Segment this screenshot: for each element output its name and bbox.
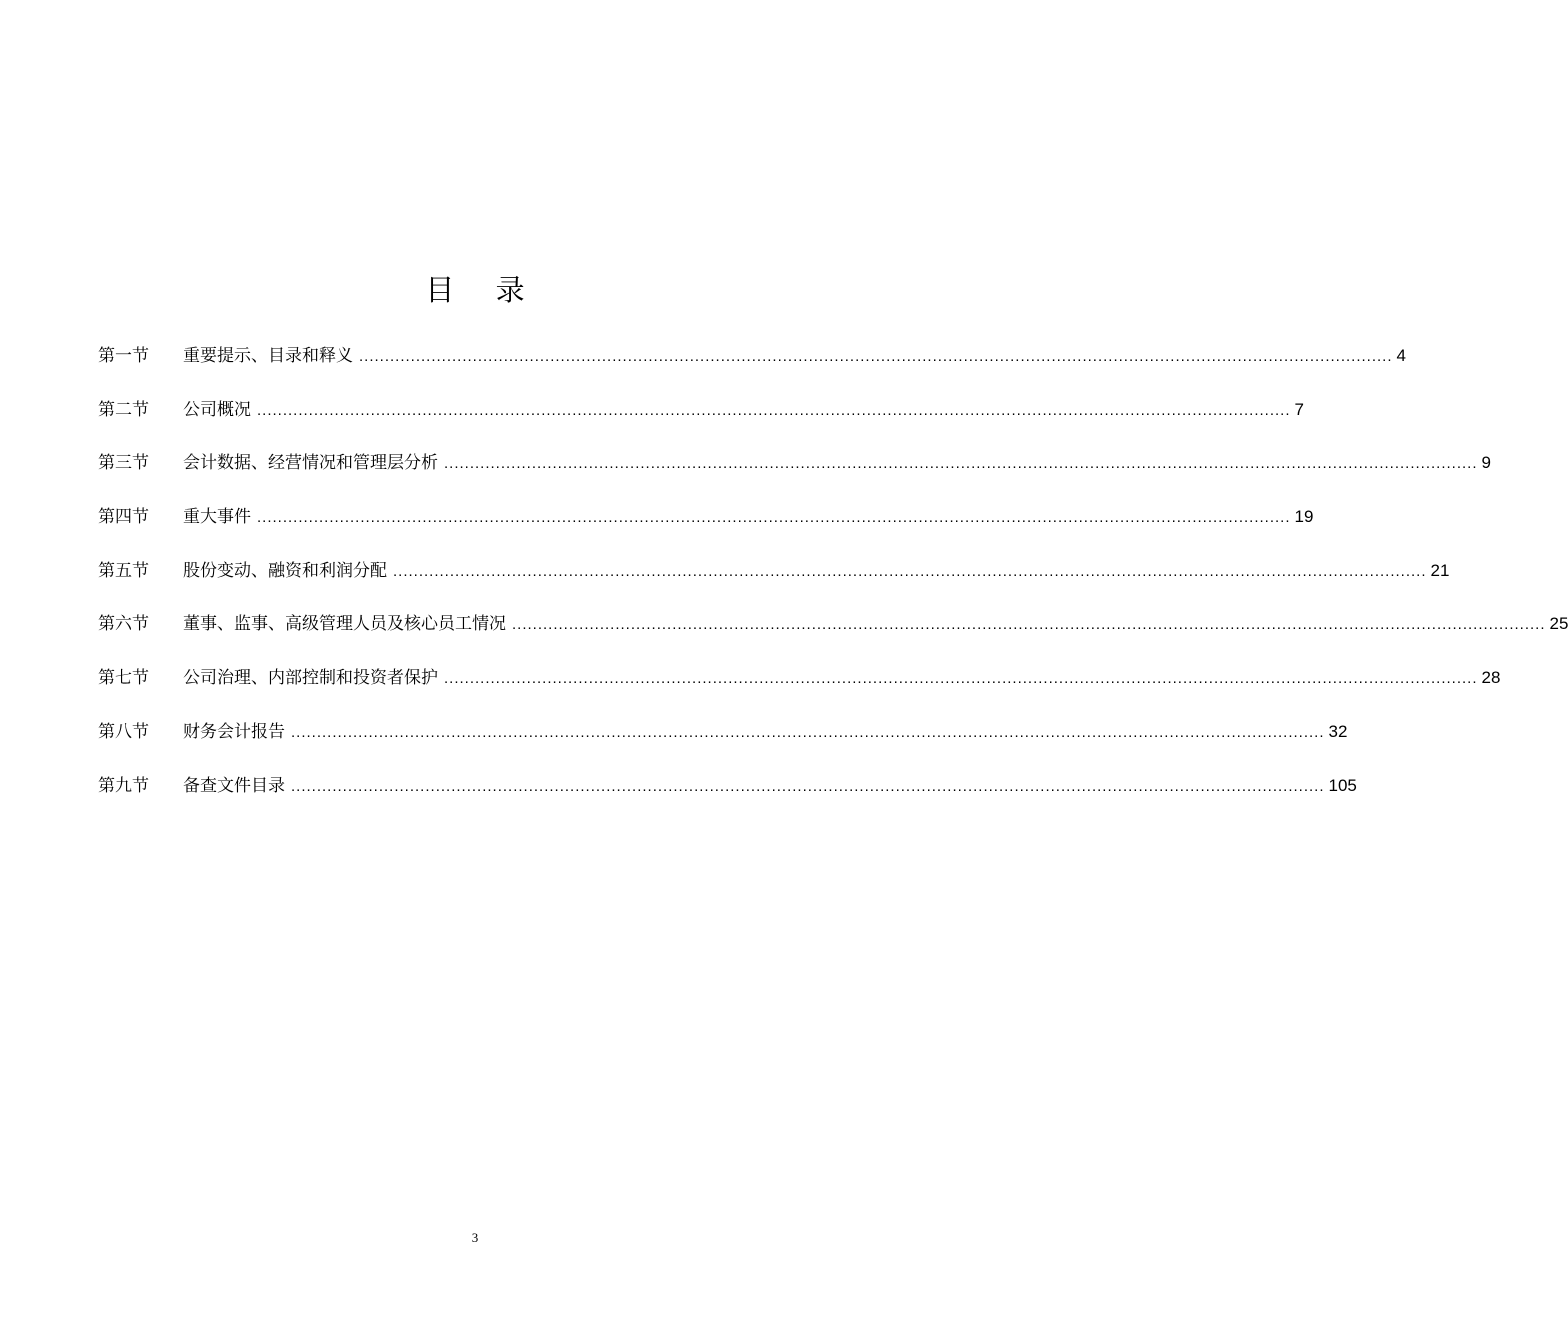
toc-entry[interactable] [98,392,1304,446]
page-title: 目 录 [425,273,541,307]
toc-section-number: 第三节 [98,453,149,474]
toc-section-title: 董事、监事、高级管理人员及核心员工情况 [183,614,506,635]
toc-section-title: 公司概况 [183,399,251,420]
toc-dot-leader: ........................................................................................................................................................................................................ [444,670,1478,688]
toc-entry[interactable] [98,338,1406,392]
toc-section-title: 重大事件 [183,507,251,528]
toc-page-number: 7 [1294,399,1304,419]
toc-entry[interactable] [98,606,1568,660]
page-number: 3 [471,1230,479,1245]
toc-entry[interactable] [98,768,1357,822]
toc-dot-leader: ........................................................................................................................................................................................................ [393,562,1427,580]
toc-page-number: 28 [1481,668,1501,688]
toc-section-number: 第一节 [98,346,149,366]
toc-dot-leader: ........................................................................................................................................................................................................ [291,777,1325,795]
toc-dot-leader: ........................................................................................................................................................................................................ [359,348,1393,365]
toc-dot-leader: ........................................................................................................................................................................................................ [444,455,1478,473]
toc-page-number: 9 [1481,453,1491,473]
toc-section-title: 会计数据、经营情况和管理层分析 [183,453,438,474]
toc-entry[interactable] [98,553,1450,607]
toc-page-number: 32 [1328,721,1348,741]
toc-section-number: 第八节 [98,721,149,742]
toc-section-number: 第五节 [98,560,149,581]
toc-page-number: 21 [1430,560,1450,580]
toc-entry[interactable] [98,499,1314,553]
table-of-contents [98,338,1568,821]
toc-page-number: 105 [1328,775,1357,795]
toc-section-number: 第二节 [98,399,149,420]
toc-entry[interactable] [98,660,1501,714]
toc-dot-leader: ........................................................................................................................................................................................................ [257,509,1291,527]
toc-section-title: 重要提示、目录和释义 [183,346,353,366]
toc-dot-leader: ........................................................................................................................................................................................................ [257,401,1291,419]
toc-page-number: 4 [1396,346,1406,365]
toc-section-number: 第六节 [98,614,149,635]
toc-entry[interactable] [98,445,1491,499]
toc-section-title: 股份变动、融资和利润分配 [183,560,387,581]
toc-section-number: 第七节 [98,668,149,689]
toc-page-number: 25 [1549,614,1568,634]
toc-dot-leader: ........................................................................................................................................................................................................ [512,616,1546,634]
toc-section-number: 第九节 [98,775,149,796]
toc-section-title: 备查文件目录 [183,775,285,796]
toc-entry[interactable] [98,714,1348,768]
toc-section-title: 公司治理、内部控制和投资者保护 [183,668,438,689]
toc-section-title: 财务会计报告 [183,721,285,742]
toc-page-number: 19 [1294,507,1314,527]
toc-dot-leader: ........................................................................................................................................................................................................ [291,723,1325,741]
toc-section-number: 第四节 [98,507,149,528]
